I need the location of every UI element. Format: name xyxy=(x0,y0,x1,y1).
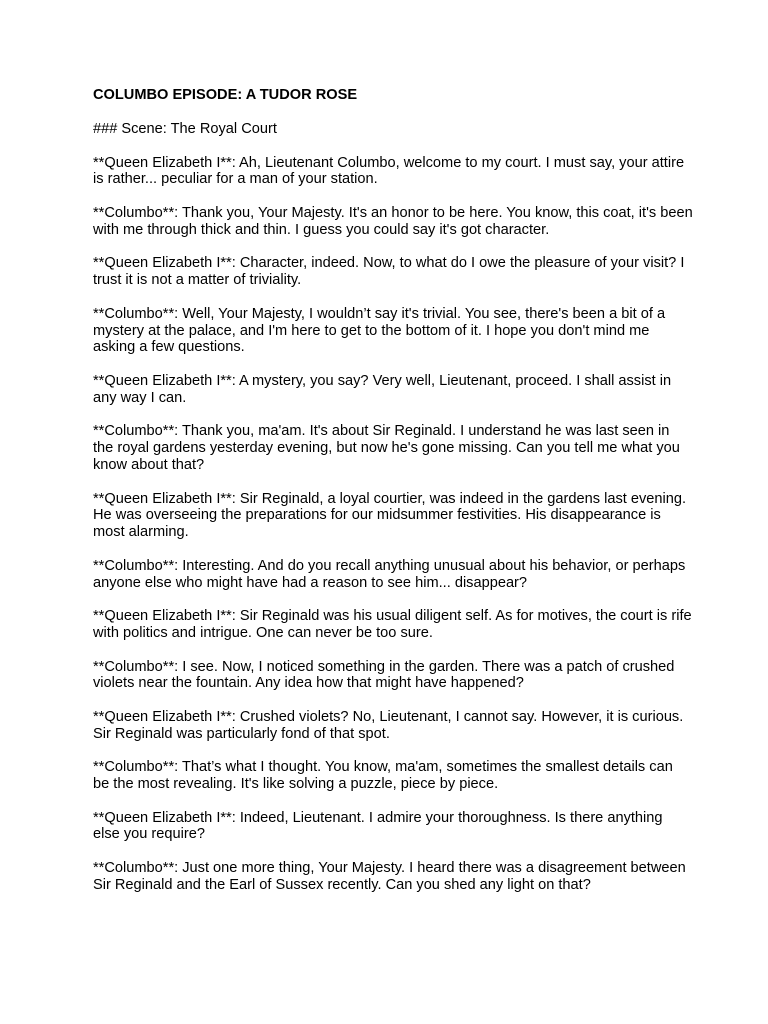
dialogue-paragraph: **Columbo**: I see. Now, I noticed something in the garden. There was a patch of crushed violets near the fountain. Any idea how that might have happened? xyxy=(93,658,675,692)
dialogue-paragraph: **Columbo**: Interesting. And do you recall anything unusual about his behavior, or perhaps anyone else who might have had a reason to see him... disappear? xyxy=(93,557,686,591)
dialogue-paragraph: **Columbo**: Just one more thing, Your Majesty. I heard there was a disagreement between Sir Reginald and the Earl of Sussex recently. Can you shed any light on that? xyxy=(93,860,686,893)
dialogue-paragraph: **Columbo**: That’s what I thought. You know, ma'am, sometimes the smallest details can be the most revealing. It's like solving a puzzle, piece by piece. xyxy=(93,759,673,793)
dialogue-paragraph: **Columbo**: Thank you, ma'am. It's about Sir Reginald. I understand he was last seen in the royal gardens yesterday evening, but now he's gone missing. Can you tell me what you know about that? xyxy=(93,423,680,473)
dialogue-paragraph: **Queen Elizabeth I**: Sir Reginald, a loyal courtier, was indeed in the gardens last evening. He was overseeing the preparations for our midsummer festivities. His disappearance is most alarming. xyxy=(93,490,687,541)
document-title: COLUMBO EPISODE: A TUDOR ROSE xyxy=(93,87,358,103)
dialogue-paragraph: **Columbo**: Thank you, Your Majesty. It's an honor to be here. You know, this coat, it's been with me through thick and thin. I guess you could say it's got character. xyxy=(93,204,693,238)
dialogue-paragraph: **Queen Elizabeth I**: Indeed, Lieutenant. I admire your thoroughness. Is there anything else you require? xyxy=(93,809,663,843)
dialogue-paragraph: **Columbo**: Well, Your Majesty, I wouldn’t say it's trivial. You see, there's been a bit of a mystery at the palace, and I'm here to get to the bottom of it. I hope you don't mind me asking a few questions. xyxy=(93,305,666,356)
document-body xyxy=(93,87,693,910)
dialogue-paragraph: **Queen Elizabeth I**: Crushed violets? No, Lieutenant, I cannot say. However, it is curious. Sir Reginald was particularly fond of that spot. xyxy=(93,708,684,742)
dialogue-paragraph: **Queen Elizabeth I**: Ah, Lieutenant Columbo, welcome to my court. I must say, your attire is rather... peculiar for a man of your station. xyxy=(93,154,685,188)
dialogue-paragraph: **Queen Elizabeth I**: Character, indeed. Now, to what do I owe the pleasure of your visit? I trust it is not a matter of triviality. xyxy=(93,255,685,289)
dialogue-paragraph: **Queen Elizabeth I**: Sir Reginald was his usual diligent self. As for motives, the court is rife with politics and intrigue. One can never be too sure. xyxy=(93,608,692,641)
scene-heading: ### Scene: The Royal Court xyxy=(93,120,277,137)
dialogue-paragraph: **Queen Elizabeth I**: A mystery, you say? Very well, Lieutenant, proceed. I shall assist in any way I can. xyxy=(93,372,672,406)
